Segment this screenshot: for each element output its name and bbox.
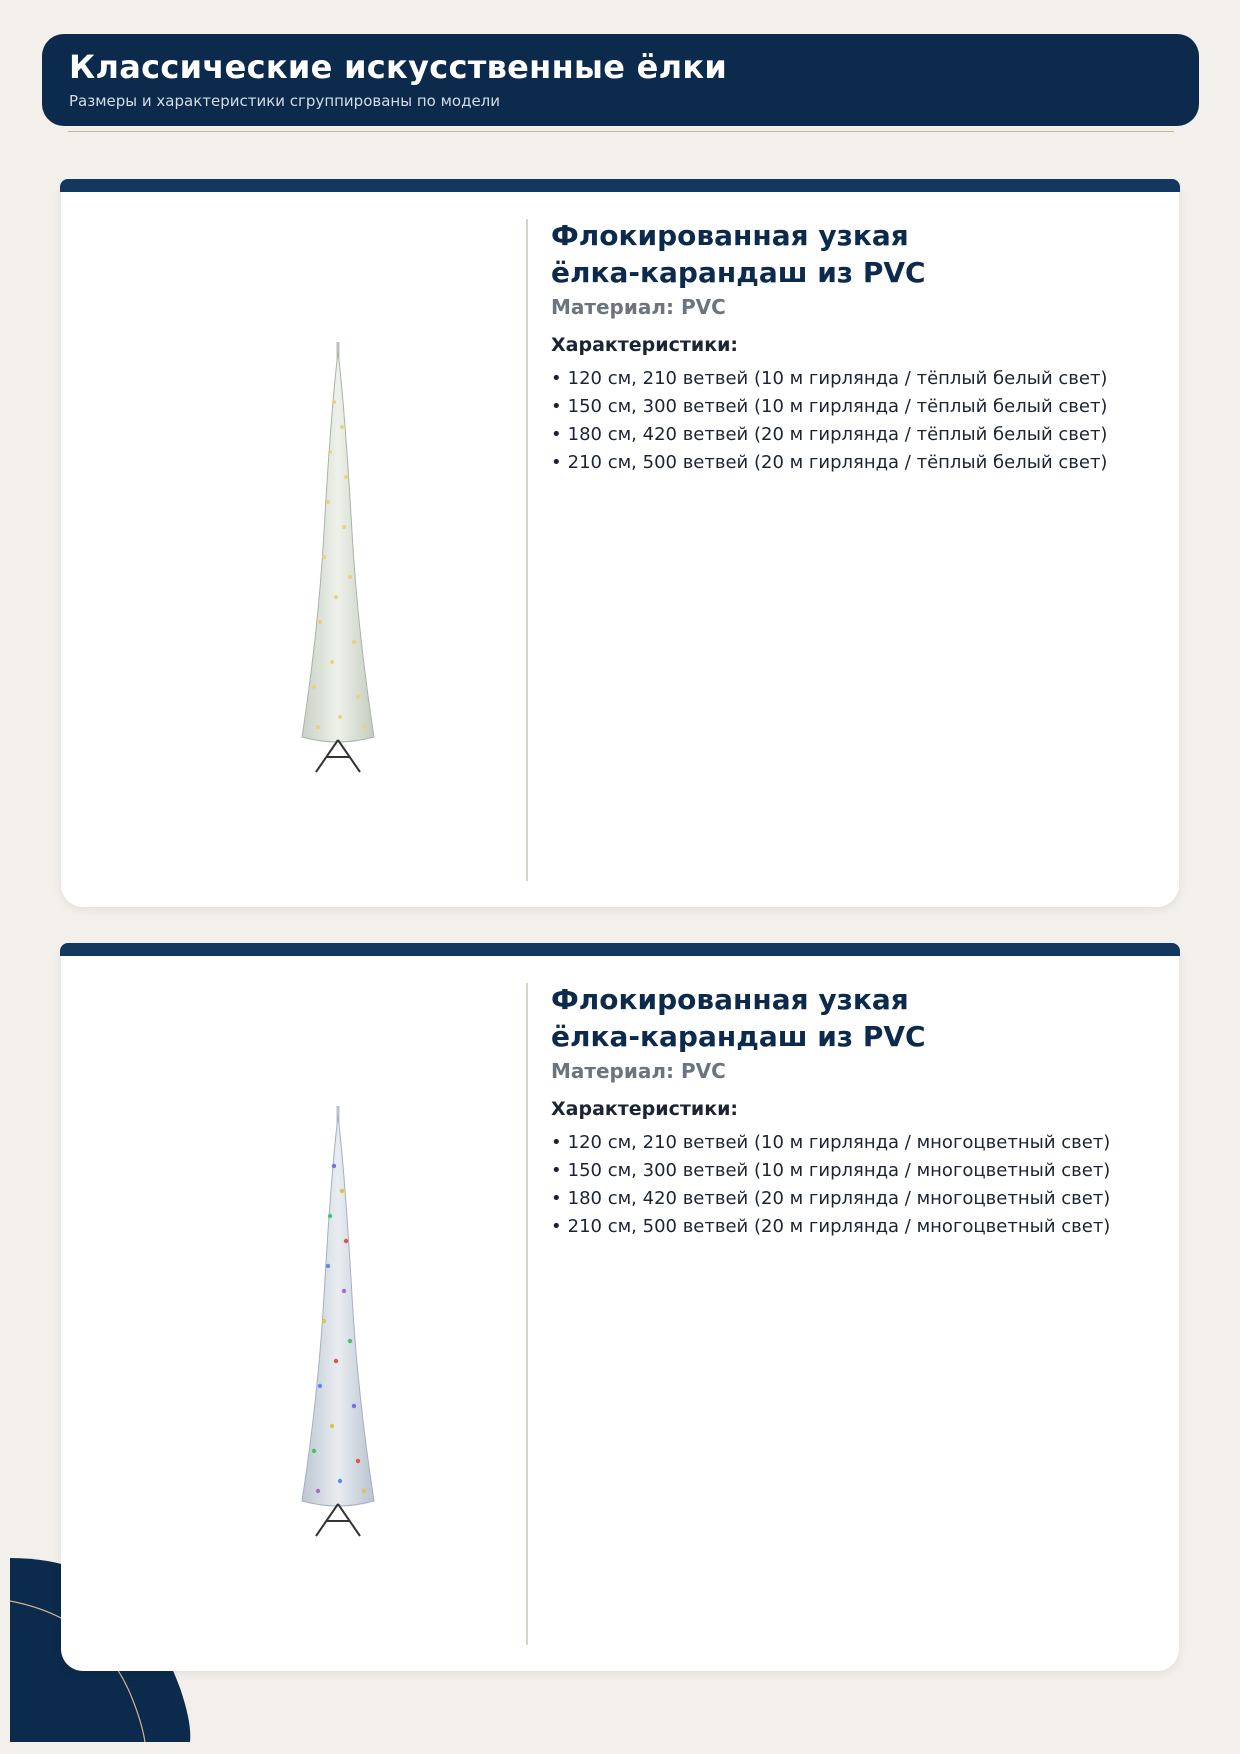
page-header xyxy=(42,34,1199,126)
spec-item: • 150 см, 300 ветвей (10 м гирлянда / тёплый белый свет) xyxy=(551,396,1108,417)
product-card-body xyxy=(61,951,1179,1671)
header-divider xyxy=(68,131,1174,132)
product-title-line: ёлка-карандаш из PVC xyxy=(551,256,926,289)
tree-icon-warm xyxy=(246,342,466,782)
product-title-line: Флокированная узкая xyxy=(551,219,909,252)
product-title-line: ёлка-карандаш из PVC xyxy=(551,1020,926,1053)
spec-item: • 150 см, 300 ветвей (10 м гирлянда / многоцветный свет) xyxy=(551,1160,1111,1181)
product-card xyxy=(60,943,1180,1673)
tree-icon-multicolor xyxy=(246,1106,466,1546)
spec-item: • 180 см, 420 ветвей (20 м гирлянда / многоцветный свет) xyxy=(551,1188,1111,1209)
product-card xyxy=(60,179,1180,909)
specs-list xyxy=(551,365,1161,477)
specs-heading: Характеристики: xyxy=(551,1098,738,1120)
product-title xyxy=(551,217,1151,291)
product-material: Материал: PVC xyxy=(551,1059,726,1083)
specs-list xyxy=(551,1129,1161,1241)
product-title xyxy=(551,981,1151,1055)
page-subtitle: Размеры и характеристики сгруппированы по модели xyxy=(69,92,501,110)
spec-item: • 210 см, 500 ветвей (20 м гирлянда / тёплый белый свет) xyxy=(551,452,1108,473)
spec-item: • 120 см, 210 ветвей (10 м гирлянда / тёплый белый свет) xyxy=(551,368,1108,389)
card-divider xyxy=(526,983,528,1645)
spec-item: • 180 см, 420 ветвей (20 м гирлянда / тёплый белый свет) xyxy=(551,424,1108,445)
card-divider xyxy=(526,219,528,881)
specs-heading: Характеристики: xyxy=(551,334,738,356)
page-title: Классические искусственные ёлки xyxy=(69,48,728,86)
product-card-body xyxy=(61,187,1179,907)
card-topbar xyxy=(60,943,1180,956)
spec-item: • 120 см, 210 ветвей (10 м гирлянда / многоцветный свет) xyxy=(551,1132,1111,1153)
product-image xyxy=(246,342,466,782)
card-topbar xyxy=(60,179,1180,192)
spec-item: • 210 см, 500 ветвей (20 м гирлянда / многоцветный свет) xyxy=(551,1216,1111,1237)
product-image xyxy=(246,1106,466,1546)
product-title-line: Флокированная узкая xyxy=(551,983,909,1016)
product-material: Материал: PVC xyxy=(551,295,726,319)
